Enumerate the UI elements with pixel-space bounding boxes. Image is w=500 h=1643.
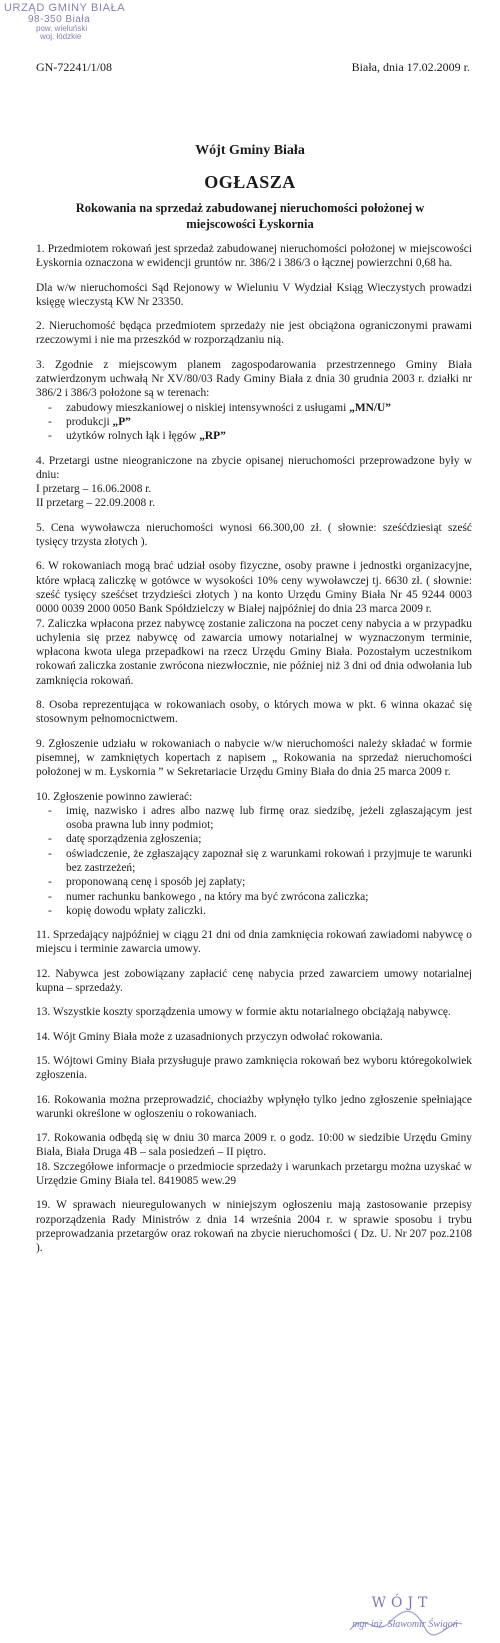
point-14: 14. Wójt Gminy Biała może z uzasadnionych przyczyn odwołać rokowania. <box>36 1030 383 1043</box>
announcement-body <box>36 242 472 1266</box>
zoning-code: „P” <box>112 415 131 428</box>
point-12: 12. Nabywca jest zobowiązany zapłacić cenę nabycia przed zawarciem umowy notarialnej kupna – sprzedaży. <box>36 967 472 995</box>
tender-date-1: I przetarg – 16.06.2008 r. <box>36 483 152 496</box>
point-6: 6. W rokowaniach mogą brać udział osoby fizyczne, osoby prawne i jednostki organizacyjne, które wpłacą zaliczkę w gotówce w wysokości 10% ceny wywoławczej tj. 6630 zł. ( słownie: sześć tysięcy sześćset trzydzieści złotych ) na konto Urzędu Gminy Biała Nr 45 9244 0003 0000 0039 2000 0050 Bank Spółdzielczy w Białej najpóźniej do dnia 23 marca 2009 r. <box>36 560 472 616</box>
point-11: 11. Sprzedający najpóźniej w ciągu 21 dni od dnia zamknięcia rokowań zawiadomi nabywcę o miejscu i terminie zawarcia umowy. <box>36 929 472 956</box>
office-stamp <box>4 3 154 42</box>
point-17: 17. Rokowania odbędą się w dniu 30 marca 2009 r. o godz. 10:00 w siedzibie Urzędu Gminy Biała, Biała Druga 4B – sala posiedzeń – II piętro. <box>36 1132 472 1159</box>
tender-date-2: II przetarg – 22.09.2008 r. <box>36 497 156 510</box>
point-16: 16. Rokowania można przeprowadzić, chociażby wpłynęło tylko jedno zgłoszenie spełniające warunki określone w ogłoszeniu o rokowaniach. <box>36 1093 472 1120</box>
point-18: 18. Szczegółowe informacje o przedmiocie sprzedaży i warunkach przetargu można uzyskać w Urzędzie Gminy Biała tel. 8419085 wew.29 <box>36 1160 472 1188</box>
list-item: - imię, nazwisko i adres albo nazwę lub firmę oraz siedzibę, jeżeli zgłaszającym jest osoba prawna lub inny podmiot; <box>36 804 472 833</box>
stamp-line-postcode: 98-350 Biała <box>28 13 91 25</box>
zoning-code: „MN/U” <box>349 401 391 414</box>
issuing-authority: Wójt Gminy Biała <box>195 143 305 158</box>
reference-number: GN-72241/1/08 <box>36 60 112 74</box>
point-15: 15. Wójtowi Gminy Biała przysługuje prawo zamknięcia rokowań bez wyboru któregokolwiek zgłoszenia. <box>36 1054 472 1082</box>
point-1-land-register: Dla w/w nieruchomości Sąd Rejonowy w Wieluniu V Wydział Ksiąg Wieczystych prowadzi księgę wieczystą KW Nr 23350. <box>36 281 472 308</box>
stamp-line-office: URZĄD GMINY BIAŁA <box>4 2 126 14</box>
announcement-heading: OGŁASZA <box>204 172 296 192</box>
zoning-list <box>36 401 472 444</box>
stamp-line-county: pow. wieluński <box>36 24 88 34</box>
list-item: - produkcji „P” <box>36 415 472 429</box>
list-item: - kopię dowodu wpłaty zaliczki. <box>36 904 472 918</box>
list-item: - datę sporządzenia zgłoszenia; <box>36 832 472 846</box>
point-3: 3. Zgodnie z miejscowym planem zagospodarowania przestrzennego Gminy Biała zatwierdzonym uchwałą Nr XV/80/03 Rady Gminy Biała z dnia 30 grudnia 2003 r. działki nr 386/2 i 386/3 położone są w terenach: <box>36 358 472 400</box>
place-and-date: Biała, dnia 17.02.2009 r. <box>351 60 470 74</box>
point-7: 7. Zaliczka wpłacona przez nabywcę zostanie zaliczona na poczet ceny nabycia a w przypadku uchylenia się przez nabywcę od zawarcia umowy notarialnej w wyznaczonym terminie, wpłacona kwota ulega przepadkowi na rzecz Urzędu Gminy Biała. Pozostałym uczestnikom rokowań zaliczka zostanie zwrócona niezwłocznie, nie później niż 3 dni od dnia odwołania lub zamknięcia rokowań. <box>36 617 472 687</box>
point-2: 2. Nieruchomość będąca przedmiotem sprzedaży nie jest obciążona ograniczonymi prawami rzeczowymi i nie ma przeszkód w rozporządzaniu nią. <box>36 320 472 347</box>
list-item: - użytków rolnych łąk i łęgów „RP” <box>36 429 472 443</box>
signature-title: WÓJT <box>371 1595 433 1611</box>
application-contents-list <box>36 804 472 918</box>
point-8: 8. Osoba reprezentująca w rokowaniach osoby, o których mowa w pkt. 6 winna okazać się stosownym pełnomocnictwem. <box>36 699 472 726</box>
point-4: 4. Przetargi ustne nieograniczone na zbycie opisanej nieruchomości przeprowadzone były w dniu: <box>36 454 472 481</box>
stamp-line-voivodeship: woj. łódzkie <box>40 32 82 42</box>
announcement-subject: Rokowania na sprzedaż zabudowanej nieruchomości położonej w miejscowości Łyskornia <box>75 201 425 231</box>
list-item: - zabudowy mieszkaniowej o niskiej intensywności z usługami „MN/U” <box>36 401 472 415</box>
zoning-code: „RP” <box>199 430 226 443</box>
point-19: 19. W sprawach nieuregulowanych w niniejszym ogłoszeniu mają zastosowanie przepisy rozporządzenia Rady Ministrów z dnia 14 września 2004 r. w sprawie sposobu i trybu przeprowadzania przetargów oraz rokowań na zbycie nieruchomości ( Dz. U. Nr 207 poz.2108 ). <box>36 1199 472 1255</box>
point-10: 10. Zgłoszenie powinno zawierać: <box>36 790 193 803</box>
point-13: 13. Wszystkie koszty sporządzenia umowy w formie aktu notarialnego obciążają nabywcę. <box>36 1006 451 1019</box>
signatory-name: mgr inż. Sławomir Świgoń <box>352 1619 458 1630</box>
list-item: - oświadczenie, że zgłaszający zapoznał się z warunkami rokowań i przyjmuje te warunki bez zastrzeżeń; <box>36 847 472 876</box>
point-1: 1. Przedmiotem rokowań jest sprzedaż zabudowanej nieruchomości położonej w miejscowości Łyskornia oznaczona w ewidencji gruntów nr. 386/2 i 386/3 o łącznej powierzchni 0,68 ha. <box>36 243 472 270</box>
point-9: 9. Zgłoszenie udziału w rokowaniach o nabycie w/w nieruchomości należy składać w formie pisemnej, w zamkniętych kopertach z napisem „ Rokowania na sprzedaż nieruchomości położonej w m. Łyskornia ” w Sekretariacie Urzędu Gminy Biała do dnia 25 marca 2009 r. <box>36 737 472 779</box>
list-item: - proponowaną cenę i sposób jej zapłaty; <box>36 875 472 889</box>
list-item: - numer rachunku bankowego , na który ma być zwrócona zaliczka; <box>36 890 472 904</box>
point-5: 5. Cena wywoławcza nieruchomości wynosi 66.300,00 zł. ( słownie: sześćdziesiąt sześć tysięcy trzysta złotych ). <box>36 521 472 549</box>
